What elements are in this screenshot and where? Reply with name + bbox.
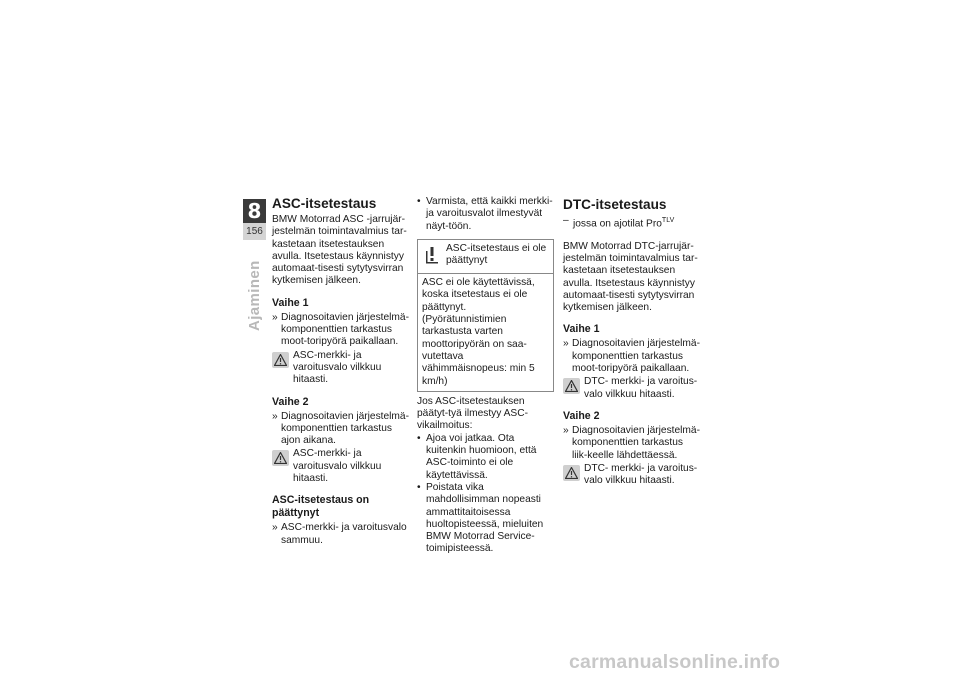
asc-done-step: » ASC-merkki- ja varoitusvalo sammuu. — [272, 522, 409, 547]
page-number: 156 — [243, 223, 266, 240]
fault-bullet-service: • Poistata vika mahdollisimman nopeasti ammattitaitoisessa huoltopisteessä, mieluiten BMW Motorrad Service-toimipisteessä. — [417, 482, 554, 556]
watermark-text: carmanualsonline.info — [569, 651, 781, 673]
asc-warning-light-icon — [272, 450, 289, 466]
column-asc-warnings — [417, 196, 554, 556]
fault-bullet-continue: • Ajoa voi jatkaa. Ota kuitenkin huomioon, että ASC-toiminto ei ole käytettävissä. — [417, 433, 554, 482]
dtc-phase1-step: » Diagnosoitavien järjestelmä-komponenttien tarkastus moot-toripyörä paikallaan. — [563, 338, 700, 375]
asc-phase1-step: » Diagnosoitavien järjestelmä-komponenttien tarkastus moot-toripyörä paikallaan. — [272, 312, 409, 349]
asc-phase1-title: Vaihe 1 — [272, 296, 309, 309]
asc-phase2-step: » Diagnosoitavien järjestelmä-komponenttien tarkastus ajon aikana. — [272, 411, 409, 448]
check-lights-bullet: • Varmista, että kaikki merkki- ja varoitusvalot ilmestyvät näyt-töön. — [417, 196, 554, 233]
asc-warning-box — [417, 239, 554, 392]
asc-phase2-note: ASC-merkki- ja varoitusvalo vilkkuu hitaasti. — [272, 448, 409, 485]
dtc-warning-light-icon — [563, 378, 580, 394]
asc-heading: ASC-itsetestaus — [272, 196, 377, 211]
chapter-side-label: Ajaminen — [246, 260, 263, 331]
dtc-phase1-note: DTC- merkki- ja varoitus-valo vilkkuu hitaasti. — [563, 376, 700, 401]
dtc-phase2-step: » Diagnosoitavien järjestelmä-komponenttien tarkastus liik-keelle lähdettäessä. — [563, 425, 700, 462]
asc-phase2-title: Vaihe 2 — [272, 395, 309, 408]
dtc-phase2-note: DTC- merkki- ja varoitus-valo vilkkuu hitaasti. — [563, 463, 700, 488]
info-exclamation-icon — [425, 246, 439, 268]
column-dtc-selftest — [563, 197, 700, 487]
asc-warning-body: ASC ei ole käytettävissä, koska itsetestaus ei ole päättynyt. (Pyörätunnistimien tarkastusta varten moottoripyörän on saa-vutettava vähimmäisnopeus: min 5 km/h) — [422, 277, 535, 387]
dtc-warning-light-icon — [563, 465, 580, 481]
asc-phase1-note: ASC-merkki- ja varoitusvalo vilkkuu hitaasti. — [272, 350, 409, 387]
dtc-phase2-title: Vaihe 2 — [563, 409, 600, 422]
chapter-tab — [243, 199, 266, 243]
asc-warning-light-icon — [272, 352, 289, 368]
dtc-phase1-title: Vaihe 1 — [563, 323, 600, 336]
dtc-intro: BMW Motorrad DTC-jarrujär-jestelmän toimintavalmius tar-kastetaan itsetestauksen avulla. Itsetestaus käynnistyy automaat-tisesti sytytysvirran kytkemisen jälkeen. — [563, 240, 698, 314]
asc-done-title: ASC-itsetestaus on päättynyt — [272, 494, 370, 520]
asc-warning-title: ASC-itsetestaus ei ole päättynyt — [446, 242, 547, 267]
asc-intro: BMW Motorrad ASC -jarrujär-jestelmän toimintavalmius tar-kastetaan itsetestauksen avulla. Itsetestaus käynnistyy automaat-tisesti sytytysvirran kytkemisen jälkeen. — [272, 214, 407, 287]
column-asc-selftest — [272, 196, 409, 547]
chapter-number: 8 — [243, 199, 266, 223]
dtc-option-note: – jossa on ajotilat Pro$^{TLV}$ — [563, 215, 700, 231]
fault-intro: Jos ASC-itsetestauksen päätyt-tyä ilmestyy ASC-vikailmoitus: — [417, 395, 528, 432]
dtc-heading: DTC-itsetestaus — [563, 197, 667, 212]
